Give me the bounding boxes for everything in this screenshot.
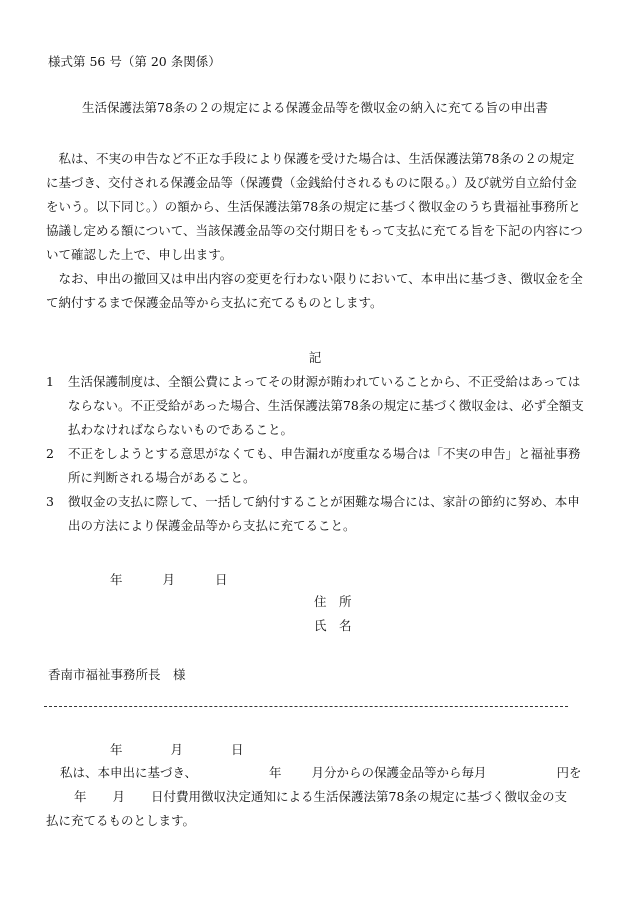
item-text: 生活保護制度は、全額公費によってその財源が賄われていることから、不正受給はあってはならない。不正受給があった場合、生活保護法第78条の規定に基づく徴収金は、必ず全額支払わなければならないものであること。: [68, 374, 584, 437]
body-paragraph-1: 私は、不実の申告など不正な手段により保護を受けた場合は、生活保護法第78条の２の規定に基づき、交付される保護金品等（保護費（金銭給付されるものに限る。）及び就労自立給付金をいう。以下同じ。）の額から、生活保護法第78条の規定に基づく徴収金のうち貴福祉事務所と協議し定める額について、当該保護金品等の交付期日をもって支払に充てる旨を下記の内容について確認した上で、申し出ます。: [46, 151, 583, 262]
item-text: 不正をしようとする意思がなくても、申告漏れが度重なる場合は「不実の申告」と福祉事務所に判断される場合があること。: [68, 446, 581, 485]
list-item: [46, 370, 586, 442]
body-paragraph-2: なお、申出の撤回又は申出内容の変更を行わない限りにおいて、本申出に基づき、徴収金を全て納付するまで保護金品等から支払に充てるものとします。: [46, 271, 583, 310]
bottom-line-1: 私は、本申出に基づき、 年 月分からの保護金品等から毎月 円を: [60, 765, 582, 780]
date-year-label: 年: [110, 572, 123, 587]
bottom-date-day-label: 日: [230, 742, 244, 757]
bottom-date-field: [110, 740, 243, 758]
body-text: [46, 147, 586, 315]
date-month-label: 月: [162, 572, 175, 587]
item-text: 徴収金の支払に際して、一括して納付することが困難な場合には、家計の節約に努め、本申出の方法により保護金品等から支払に充てること。: [68, 494, 580, 533]
list-item: [46, 490, 586, 538]
date-day-label: 日: [214, 572, 228, 587]
address-label: 住 所: [314, 594, 352, 609]
bottom-date-year-label: 年: [110, 742, 123, 757]
item-number: 2: [46, 446, 54, 461]
bottom-statement: [46, 761, 586, 833]
cut-line-divider: [44, 706, 568, 707]
item-list: [46, 370, 586, 538]
item-number: 3: [46, 494, 54, 509]
form-number: 様式第 56 号（第 20 条関係）: [48, 54, 221, 69]
ki-heading: 記: [308, 350, 322, 365]
list-item: [46, 442, 586, 490]
name-label: 氏 名: [314, 618, 352, 633]
date-field: [110, 570, 227, 588]
addressee: 香南市福祉事務所長 様: [48, 667, 186, 682]
bottom-line-2: 年 月 日付費用徴収決定通知による生活保護法第78条の規定に基づく徴収金の支: [74, 789, 567, 804]
bottom-line-3: 払に充てるものとします。: [46, 813, 196, 828]
item-number: 1: [46, 374, 54, 389]
document-title: 生活保護法第78条の２の規定による保護金品等を徴収金の納入に充てる旨の申出書: [82, 100, 548, 115]
bottom-date-month-label: 月: [170, 742, 183, 757]
